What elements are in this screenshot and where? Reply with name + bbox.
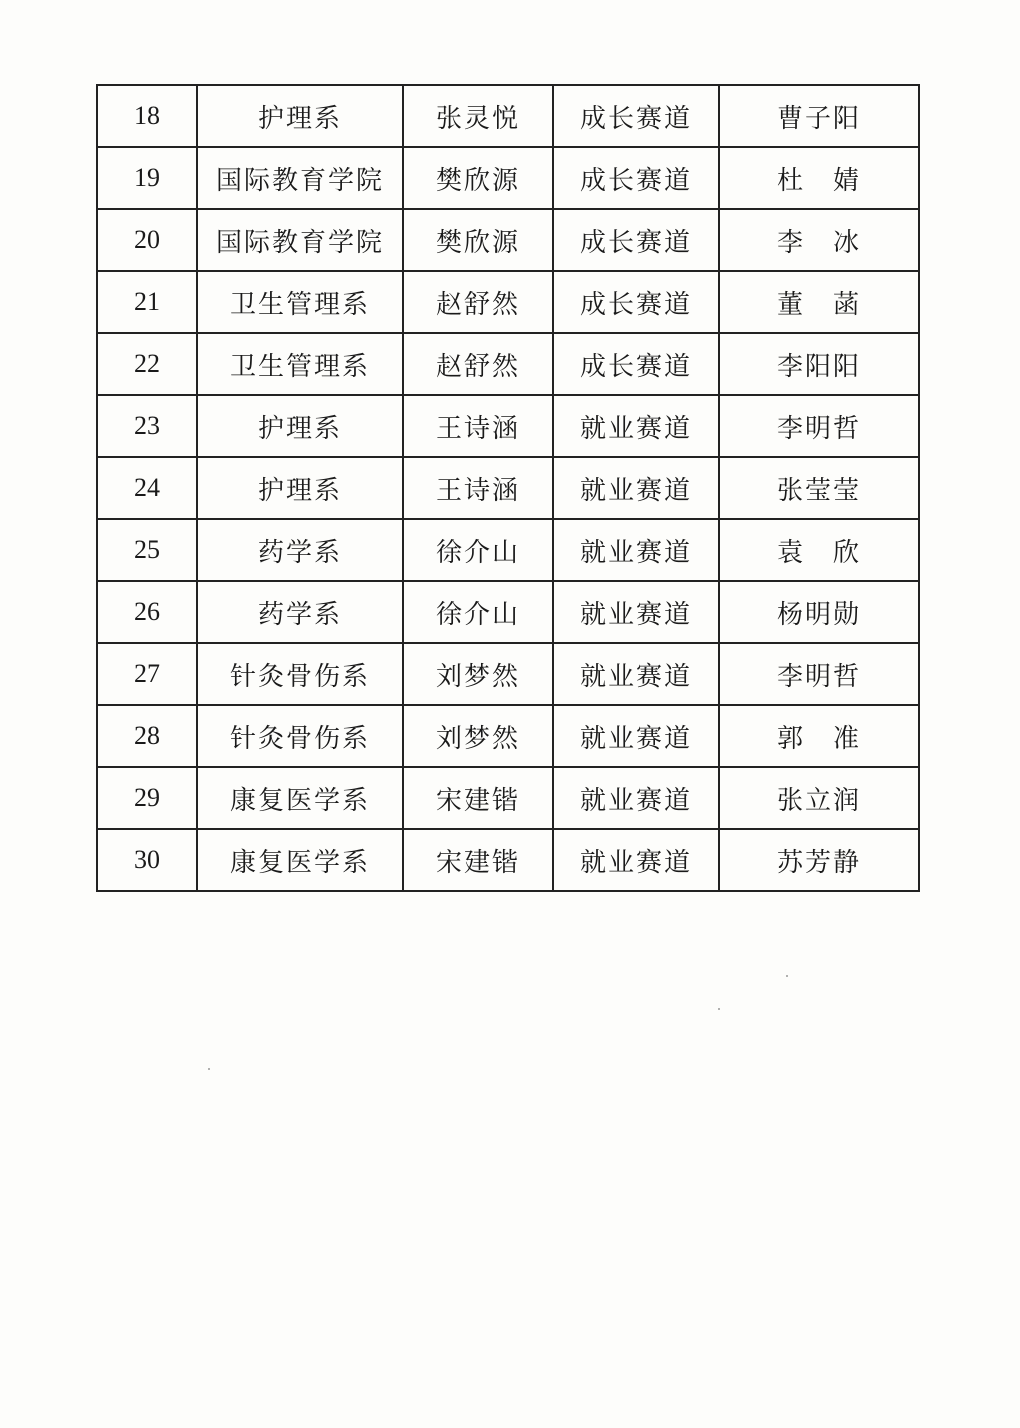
student-name-cell: 杜 婧	[719, 147, 919, 209]
track-cell: 就业赛道	[553, 705, 719, 767]
student-name-cell: 杨明勋	[719, 581, 919, 643]
mentor-name-cell: 赵舒然	[403, 271, 553, 333]
row-number-cell: 30	[97, 829, 197, 891]
department-cell: 针灸骨伤系	[197, 643, 403, 705]
track-cell: 成长赛道	[553, 271, 719, 333]
track-cell: 成长赛道	[553, 85, 719, 147]
track-cell: 就业赛道	[553, 643, 719, 705]
student-name-cell: 张立润	[719, 767, 919, 829]
row-number-cell: 21	[97, 271, 197, 333]
student-name-cell: 张莹莹	[719, 457, 919, 519]
student-name-cell: 曹子阳	[719, 85, 919, 147]
table-row	[97, 767, 919, 829]
track-cell: 成长赛道	[553, 209, 719, 271]
table-row	[97, 519, 919, 581]
track-cell: 成长赛道	[553, 147, 719, 209]
student-name-cell: 李明哲	[719, 643, 919, 705]
student-name-cell: 李阳阳	[719, 333, 919, 395]
department-cell: 护理系	[197, 457, 403, 519]
table-row	[97, 147, 919, 209]
table-row	[97, 643, 919, 705]
student-name-cell: 郭 准	[719, 705, 919, 767]
department-cell: 国际教育学院	[197, 147, 403, 209]
row-number-cell: 29	[97, 767, 197, 829]
row-number-cell: 19	[97, 147, 197, 209]
track-cell: 就业赛道	[553, 519, 719, 581]
table-row	[97, 271, 919, 333]
row-number-cell: 20	[97, 209, 197, 271]
department-cell: 药学系	[197, 581, 403, 643]
row-number-cell: 24	[97, 457, 197, 519]
row-number-cell: 27	[97, 643, 197, 705]
roster-table-body	[97, 85, 919, 891]
track-cell: 成长赛道	[553, 333, 719, 395]
track-cell: 就业赛道	[553, 457, 719, 519]
row-number-cell: 26	[97, 581, 197, 643]
mentor-name-cell: 徐介山	[403, 581, 553, 643]
table-row	[97, 457, 919, 519]
mentor-name-cell: 宋建锴	[403, 767, 553, 829]
mentor-name-cell: 刘梦然	[403, 705, 553, 767]
row-number-cell: 22	[97, 333, 197, 395]
mentor-name-cell: 樊欣源	[403, 209, 553, 271]
roster-table	[96, 84, 920, 892]
department-cell: 护理系	[197, 395, 403, 457]
row-number-cell: 28	[97, 705, 197, 767]
track-cell: 就业赛道	[553, 581, 719, 643]
scan-speck	[208, 1068, 210, 1070]
student-name-cell: 李明哲	[719, 395, 919, 457]
department-cell: 针灸骨伤系	[197, 705, 403, 767]
row-number-cell: 25	[97, 519, 197, 581]
table-row	[97, 705, 919, 767]
department-cell: 康复医学系	[197, 767, 403, 829]
mentor-name-cell: 赵舒然	[403, 333, 553, 395]
track-cell: 就业赛道	[553, 395, 719, 457]
student-name-cell: 苏芳静	[719, 829, 919, 891]
scan-speck	[786, 975, 788, 977]
mentor-name-cell: 张灵悦	[403, 85, 553, 147]
scan-speck	[718, 1008, 720, 1010]
student-name-cell: 李 冰	[719, 209, 919, 271]
department-cell: 卫生管理系	[197, 271, 403, 333]
department-cell: 康复医学系	[197, 829, 403, 891]
mentor-name-cell: 刘梦然	[403, 643, 553, 705]
department-cell: 药学系	[197, 519, 403, 581]
table-row	[97, 333, 919, 395]
row-number-cell: 18	[97, 85, 197, 147]
department-cell: 护理系	[197, 85, 403, 147]
row-number-cell: 23	[97, 395, 197, 457]
student-name-cell: 袁 欣	[719, 519, 919, 581]
table-row	[97, 209, 919, 271]
department-cell: 国际教育学院	[197, 209, 403, 271]
mentor-name-cell: 王诗涵	[403, 395, 553, 457]
student-name-cell: 董 菡	[719, 271, 919, 333]
table-row	[97, 85, 919, 147]
track-cell: 就业赛道	[553, 767, 719, 829]
mentor-name-cell: 宋建锴	[403, 829, 553, 891]
department-cell: 卫生管理系	[197, 333, 403, 395]
table-row	[97, 829, 919, 891]
mentor-name-cell: 樊欣源	[403, 147, 553, 209]
table-row	[97, 395, 919, 457]
table-row	[97, 581, 919, 643]
mentor-name-cell: 王诗涵	[403, 457, 553, 519]
track-cell: 就业赛道	[553, 829, 719, 891]
mentor-name-cell: 徐介山	[403, 519, 553, 581]
